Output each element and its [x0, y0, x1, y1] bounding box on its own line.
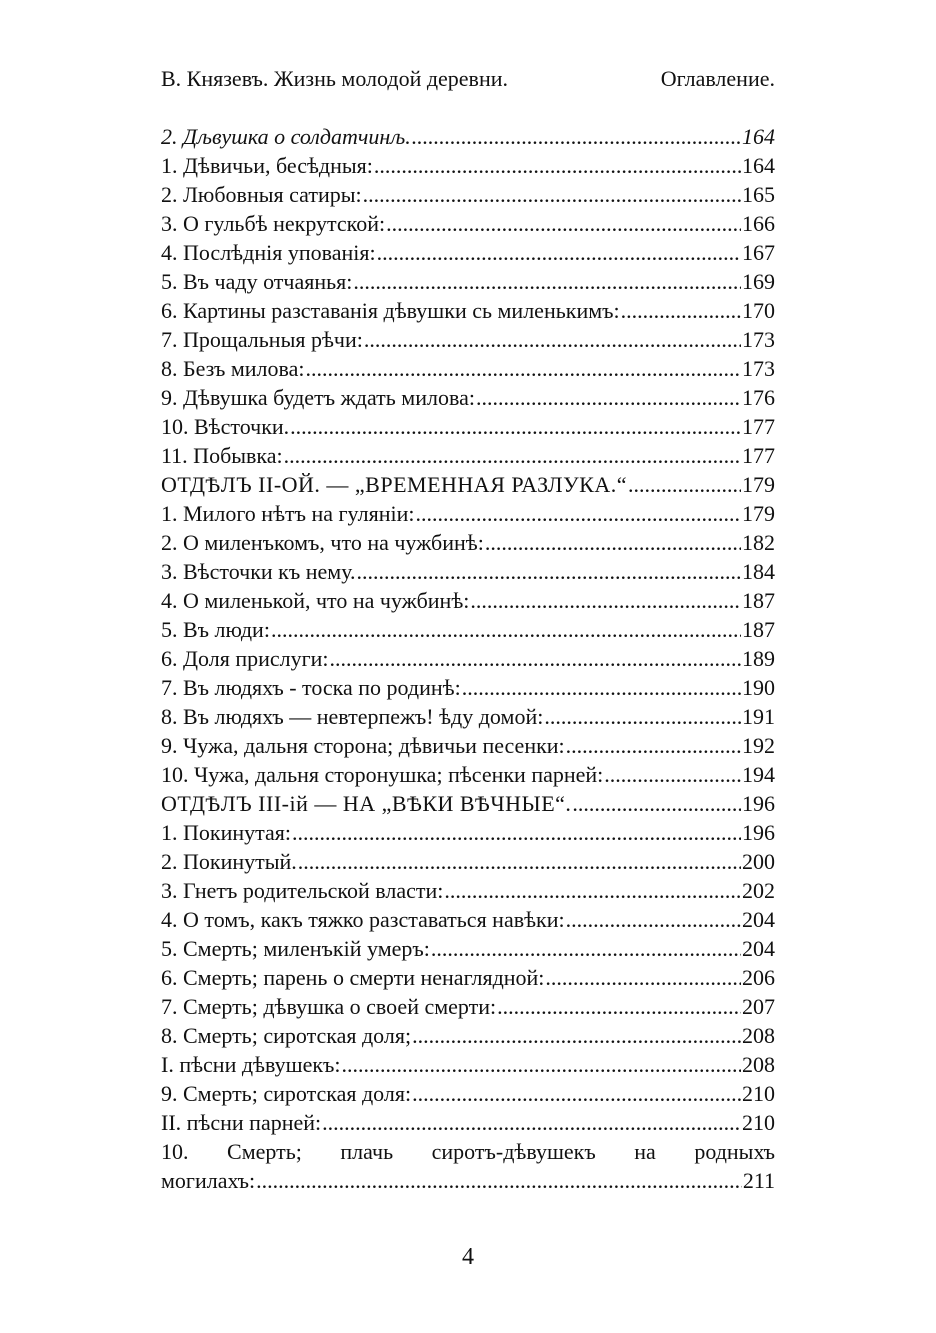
toc-dot-leader [462, 673, 741, 702]
toc-entry-page: 179 [742, 472, 775, 497]
toc-entry [161, 934, 775, 963]
toc-entry [161, 789, 775, 818]
toc-entry-title: 8. Безъ милова: [161, 356, 305, 381]
toc-dot-leader [298, 847, 741, 876]
toc-entry-title: 10. Смерть; плачь сиротъ-дѣвушекъ на родныхъ [161, 1139, 775, 1164]
toc-entry-title: 3. Вѣсточки къ нему. [161, 559, 356, 584]
toc-entry-title: 8. Смерть; сиротская доля; [161, 1023, 412, 1048]
toc-entry [161, 1079, 775, 1108]
toc-entry-title: 9. Смерть; сиротская доля: [161, 1081, 412, 1106]
toc-entry-title: 4. Послѣднія упованія: [161, 240, 376, 265]
toc-dot-leader [363, 180, 741, 209]
toc-entry-page: 173 [742, 327, 775, 352]
toc-dot-leader [330, 644, 741, 673]
toc-entry-page: 208 [742, 1023, 775, 1048]
toc-entry-page: 176 [742, 385, 775, 410]
toc-entry-title: 4. О миленькой, что на чужбинѣ: [161, 588, 470, 613]
toc-entry [161, 1050, 775, 1079]
toc-dot-leader [284, 441, 741, 470]
toc-entry-title: 5. Въ люди: [161, 617, 270, 642]
toc-entry-page: 173 [742, 356, 775, 381]
toc-entry-page: 211 [742, 1168, 775, 1193]
toc-entry-page: 210 [742, 1110, 775, 1135]
toc-dot-leader [470, 586, 741, 615]
toc-entry-title: 7. Смерть; дѣвушка о своей смерти: [161, 994, 497, 1019]
toc-dot-leader [485, 528, 741, 557]
toc-entry [161, 1021, 775, 1050]
running-head-title: В. Князевъ. Жизнь молодой деревни. [161, 66, 508, 91]
toc-entry-page: 165 [742, 182, 775, 207]
toc-entry [161, 267, 775, 296]
toc-dot-leader [374, 151, 741, 180]
toc-entry-title: 2. Любовныя сатиры: [161, 182, 362, 207]
toc-entry-page: 169 [742, 269, 775, 294]
toc-entry [161, 151, 775, 180]
toc-entry-page: 208 [742, 1052, 775, 1077]
toc-entry-page: 167 [742, 240, 775, 265]
toc-entry-title: 9. Дѣвушка будетъ ждать милова: [161, 385, 475, 410]
toc-entry [161, 876, 775, 905]
toc-entry [161, 325, 775, 354]
toc-entry-page: 206 [742, 965, 775, 990]
toc-dot-leader [415, 499, 741, 528]
toc-dot-leader [412, 1021, 741, 1050]
toc-dot-leader [497, 992, 741, 1021]
toc-dot-leader [306, 354, 741, 383]
toc-entry-title: 2. Дљвушка о солдатчинљ. [161, 124, 411, 149]
toc-entry [161, 586, 775, 615]
toc-entry-page: 210 [742, 1081, 775, 1106]
toc-entry-title: 1. Покинутая: [161, 820, 292, 845]
toc-dot-leader [566, 905, 741, 934]
toc-dot-leader [566, 731, 741, 760]
toc-entry-title: ОТДѢЛЪ III-ій — НА „ВѢКИ ВѢЧНЫЕ“. [161, 791, 572, 816]
toc-entry-title: 1. Милого нѣтъ на гуляніи: [161, 501, 415, 526]
toc-entry [161, 1166, 775, 1195]
toc-dot-leader [342, 1050, 741, 1079]
toc-entry [161, 673, 775, 702]
toc-entry [161, 818, 775, 847]
toc-entry [161, 122, 775, 151]
toc-entry-page: 202 [742, 878, 775, 903]
toc-entry [161, 383, 775, 412]
toc-entry-page: 189 [742, 646, 775, 671]
toc-entry-title: 2. О миленъкомъ, что на чужбинѣ: [161, 530, 484, 555]
toc-dot-leader [357, 557, 742, 586]
toc-dot-leader [444, 876, 741, 905]
toc-entry [161, 528, 775, 557]
toc-entry [161, 702, 775, 731]
toc-entry-multiline-first [161, 1137, 775, 1166]
toc-entry-title: I. пѣсни дѣвушекъ: [161, 1052, 341, 1077]
toc-entry-page: 177 [742, 414, 775, 439]
toc-entry-title: 8. Въ людяхъ — невтерпежъ! ѣду домой: [161, 704, 544, 729]
toc-entry-page: 194 [742, 762, 775, 787]
toc-entry [161, 615, 775, 644]
page-number: 4 [462, 1244, 474, 1270]
toc-dot-leader [322, 1108, 741, 1137]
toc-entry-page: 204 [742, 936, 775, 961]
toc-entry-title: 10. Вѣсточки. [161, 414, 290, 439]
toc-entry [161, 180, 775, 209]
toc-dot-leader [353, 267, 741, 296]
toc-entry-page: 190 [742, 675, 775, 700]
toc-dot-leader [256, 1166, 742, 1195]
toc-entry [161, 905, 775, 934]
toc-entry-title: 5. Въ чаду отчаянья: [161, 269, 353, 294]
toc-entry-page: 164 [742, 153, 775, 178]
toc-entry-page: 187 [742, 588, 775, 613]
toc-entry [161, 847, 775, 876]
toc-entry-page: 192 [742, 733, 775, 758]
toc-dot-leader [621, 296, 741, 325]
toc-dot-leader [628, 470, 741, 499]
toc-entry [161, 470, 775, 499]
toc-entry-page: 187 [742, 617, 775, 642]
toc-entry [161, 557, 775, 586]
toc-entry [161, 238, 775, 267]
toc-entry [161, 760, 775, 789]
toc-dot-leader [431, 934, 741, 963]
toc-entry [161, 412, 775, 441]
toc-dot-leader [386, 209, 741, 238]
toc-entry-title: 5. Смерть; миленъкій умеръ: [161, 936, 430, 961]
toc-entry [161, 499, 775, 528]
toc-entry-title: 3. Гнетъ родительской власти: [161, 878, 444, 903]
toc-entry-title: 6. Смерть; парень о смерти ненаглядной: [161, 965, 545, 990]
toc-entry [161, 354, 775, 383]
toc-entry-page: 204 [742, 907, 775, 932]
toc-entry-page: 200 [742, 849, 775, 874]
toc-entry [161, 209, 775, 238]
toc-dot-leader [604, 760, 741, 789]
toc-entry-page: 164 [742, 124, 775, 149]
toc-entry [161, 963, 775, 992]
toc-entry-page: 191 [742, 704, 775, 729]
toc-entry-page: 184 [742, 559, 775, 584]
table-of-contents [161, 122, 775, 1195]
toc-entry-page: 207 [742, 994, 775, 1019]
toc-entry [161, 731, 775, 760]
toc-entry [161, 992, 775, 1021]
toc-entry [161, 296, 775, 325]
running-head [161, 62, 775, 96]
toc-entry-title: 6. Картины разставанія дѣвушки сь миленькимъ: [161, 298, 620, 323]
toc-dot-leader [377, 238, 741, 267]
toc-entry [161, 644, 775, 673]
toc-entry-page: 182 [742, 530, 775, 555]
toc-entry-title: II. пѣсни парней: [161, 1110, 322, 1135]
toc-dot-leader [544, 702, 741, 731]
toc-entry-title: могилахъ: [161, 1168, 256, 1193]
toc-entry-title: 11. Побывка: [161, 443, 283, 468]
running-head-section: Оглавление. [660, 66, 775, 91]
toc-entry-title: 10. Чужа, дальня сторонушка; пѣсенки парней: [161, 762, 604, 787]
toc-entry-title: 2. Покинутый. [161, 849, 297, 874]
toc-dot-leader [545, 963, 741, 992]
toc-entry-page: 196 [742, 791, 775, 816]
toc-entry-page: 177 [742, 443, 775, 468]
toc-entry [161, 1108, 775, 1137]
toc-entry-title: 3. О гульбѣ некрутской: [161, 211, 386, 236]
toc-dot-leader [572, 789, 741, 818]
toc-entry-title: 1. Дѣвичьи, бесѣдныя: [161, 153, 373, 178]
toc-entry-title: 7. Въ людяхъ - тоска по родинѣ: [161, 675, 461, 700]
toc-entry-title: 7. Прощальныя рѣчи: [161, 327, 363, 352]
toc-entry-page: 166 [742, 211, 775, 236]
toc-dot-leader [292, 818, 741, 847]
toc-dot-leader [364, 325, 741, 354]
toc-entry-page: 196 [742, 820, 775, 845]
toc-entry-title: ОТДѢЛЪ II-ОЙ. — „ВРЕМЕННАЯ РАЗЛУКА.“ [161, 472, 628, 497]
toc-dot-leader [271, 615, 741, 644]
toc-entry-title: 9. Чужа, дальня сторона; дѣвичьи песенки: [161, 733, 565, 758]
toc-entry-page: 179 [742, 501, 775, 526]
toc-dot-leader [476, 383, 741, 412]
toc-entry-title: 6. Доля прислуги: [161, 646, 329, 671]
toc-dot-leader [290, 412, 741, 441]
toc-entry-title: 4. О томъ, какъ тяжко разставаться навѣки: [161, 907, 565, 932]
toc-dot-leader [412, 122, 741, 151]
toc-entry-page: 170 [742, 298, 775, 323]
toc-dot-leader [412, 1079, 741, 1108]
toc-entry [161, 441, 775, 470]
